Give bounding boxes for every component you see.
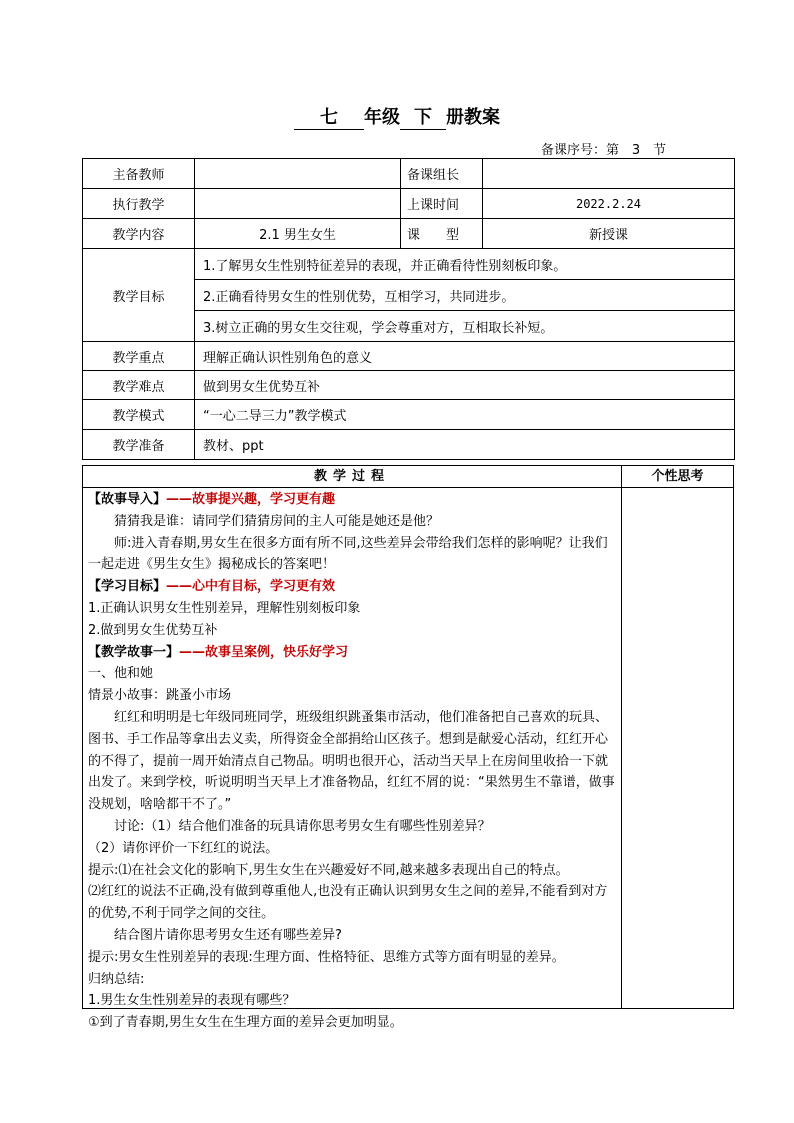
paragraph: 红红和明明是七年级同班同学，班级组织跳蚤集市活动，他们准备把自己喜欢的玩具、图书、手工作品等拿出去义卖，所得资金全部捐给山区孩子。想到是献爱心活动，红红开心的不得了，提前一周开始清点自己物品。明明也很开心，活动当天早上在房间里收拾一下就出发了。来到学校，听说明明当天早上才准备物品，红红不屑的说：“果然男生不靠谱，做事没规划，啥啥都干不了。” [88, 709, 615, 813]
lesson-meta-table [82, 158, 735, 460]
difficulty-value: 做到男女生优势互补 [195, 371, 735, 400]
section-rest: ——心中有目标，学习更有效 [166, 579, 336, 595]
paragraph: 师:进入青春期,男女生在很多方面有所不同,这些差异会带给我们怎样的影响呢？让我们一起走进《男生女生》揭秘成长的答案吧！ [88, 535, 608, 573]
paragraph: 猜猜我是谁：请同学们猜猜房间的主人可能是她还是他？ [114, 513, 440, 529]
type-label: 课 型 [401, 219, 483, 249]
paragraph: （2）请你评价一下红红的说法。 [88, 840, 279, 856]
paragraph: 一、他和她 [88, 666, 154, 682]
main-teacher-value [195, 159, 401, 189]
paragraph: 结合图片请你思考男女生还有哪些差异? [114, 927, 342, 943]
executor-label: 执行教学 [83, 189, 195, 219]
group-leader-label: 备课组长 [401, 159, 483, 189]
paragraph: 1.男生女生性别差异的表现有哪些？ [88, 993, 296, 1009]
column-divider [621, 487, 622, 1008]
prep-value: 教材、ppt [195, 430, 735, 460]
title-grade-suffix: 年级 [364, 107, 400, 128]
class-time-value: 2022.2.24 [483, 189, 735, 219]
section-story-one [88, 642, 618, 664]
key-point-value: 理解正确认识性别角色的意义 [195, 342, 735, 371]
title-grade: 七 [294, 103, 364, 130]
paragraph: 1.正确认识男女生性别差异，理解性别刻板印象 [88, 600, 361, 616]
difficulty-label: 教学难点 [83, 371, 195, 400]
paragraph: 2.做到男女生优势互补 [88, 622, 218, 638]
section-bracket: 【学习目标】 [88, 579, 167, 595]
serial-suffix: 节 [652, 143, 666, 158]
mode-label: 教学模式 [83, 400, 195, 430]
serial-number: 3 [619, 143, 653, 159]
lesson-serial [541, 139, 666, 159]
key-point-label: 教学重点 [83, 342, 195, 371]
paragraph: 讨论:（1）结合他们准备的玩具请你思考男女生有哪些性别差异？ [114, 818, 491, 834]
paragraph: 提示:男女生性别差异的表现:生理方面、性格特征、思维方式等方面有明显的差异。 [88, 949, 565, 965]
content-label: 教学内容 [83, 219, 195, 249]
process-header: 教学过程 [83, 466, 622, 488]
section-bracket: 【故事导入】 [88, 492, 167, 507]
paragraph: 提示:⑴在社会文化的影响下,男生女生在兴趣爱好不同,越来越多表现出自己的特点。 [88, 862, 569, 878]
teaching-process-section [82, 465, 734, 1031]
section-rest: ——故事呈案例，快乐好学习 [179, 644, 349, 660]
process-content [88, 489, 618, 1034]
main-teacher-label: 主备教师 [83, 159, 195, 189]
title-volume: 下 [400, 103, 446, 130]
section-rest: ——故事提兴趣，学习更有趣 [166, 492, 336, 507]
document-title [0, 103, 794, 130]
paragraph: 归纳总结: [88, 971, 145, 987]
goal-item-1: 1.了解男女生性别特征差异的表现，并正确看待性别刻板印象。 [195, 249, 735, 280]
paragraph: ⑵红红的说法不正确,没有做到尊重他人,也没有正确认识到男女生之间的差异,不能看到对方的优势,不利于同学之间的交往。 [88, 884, 608, 922]
goal-item-2: 2.正确看待男女生的性别优势，互相学习，共同进步。 [195, 280, 735, 311]
group-leader-value [483, 159, 735, 189]
title-suffix: 册教案 [446, 107, 500, 128]
content-value: 2.1 男生女生 [195, 219, 401, 249]
section-learning-goals [88, 576, 618, 598]
serial-prefix: 备课序号：第 [540, 143, 619, 158]
executor-value [195, 189, 401, 219]
goal-item-3: 3.树立正确的男女生交往观，学会尊重对方，互相取长补短。 [195, 311, 735, 342]
class-time-label: 上课时间 [401, 189, 483, 219]
goals-label: 教学目标 [83, 249, 195, 342]
type-value: 新授课 [483, 219, 735, 249]
paragraph: ①到了青春期,男生女生在生理方面的差异会更加明显。 [88, 1015, 403, 1031]
mode-value: “一心二导三力”教学模式 [195, 400, 735, 430]
paragraph: 情景小故事：跳蚤小市场 [88, 688, 232, 704]
section-bracket: 【教学故事一】 [88, 644, 180, 660]
section-story-intro [88, 489, 618, 511]
prep-label: 教学准备 [83, 430, 195, 460]
personal-reflection-header: 个性思考 [622, 466, 733, 488]
